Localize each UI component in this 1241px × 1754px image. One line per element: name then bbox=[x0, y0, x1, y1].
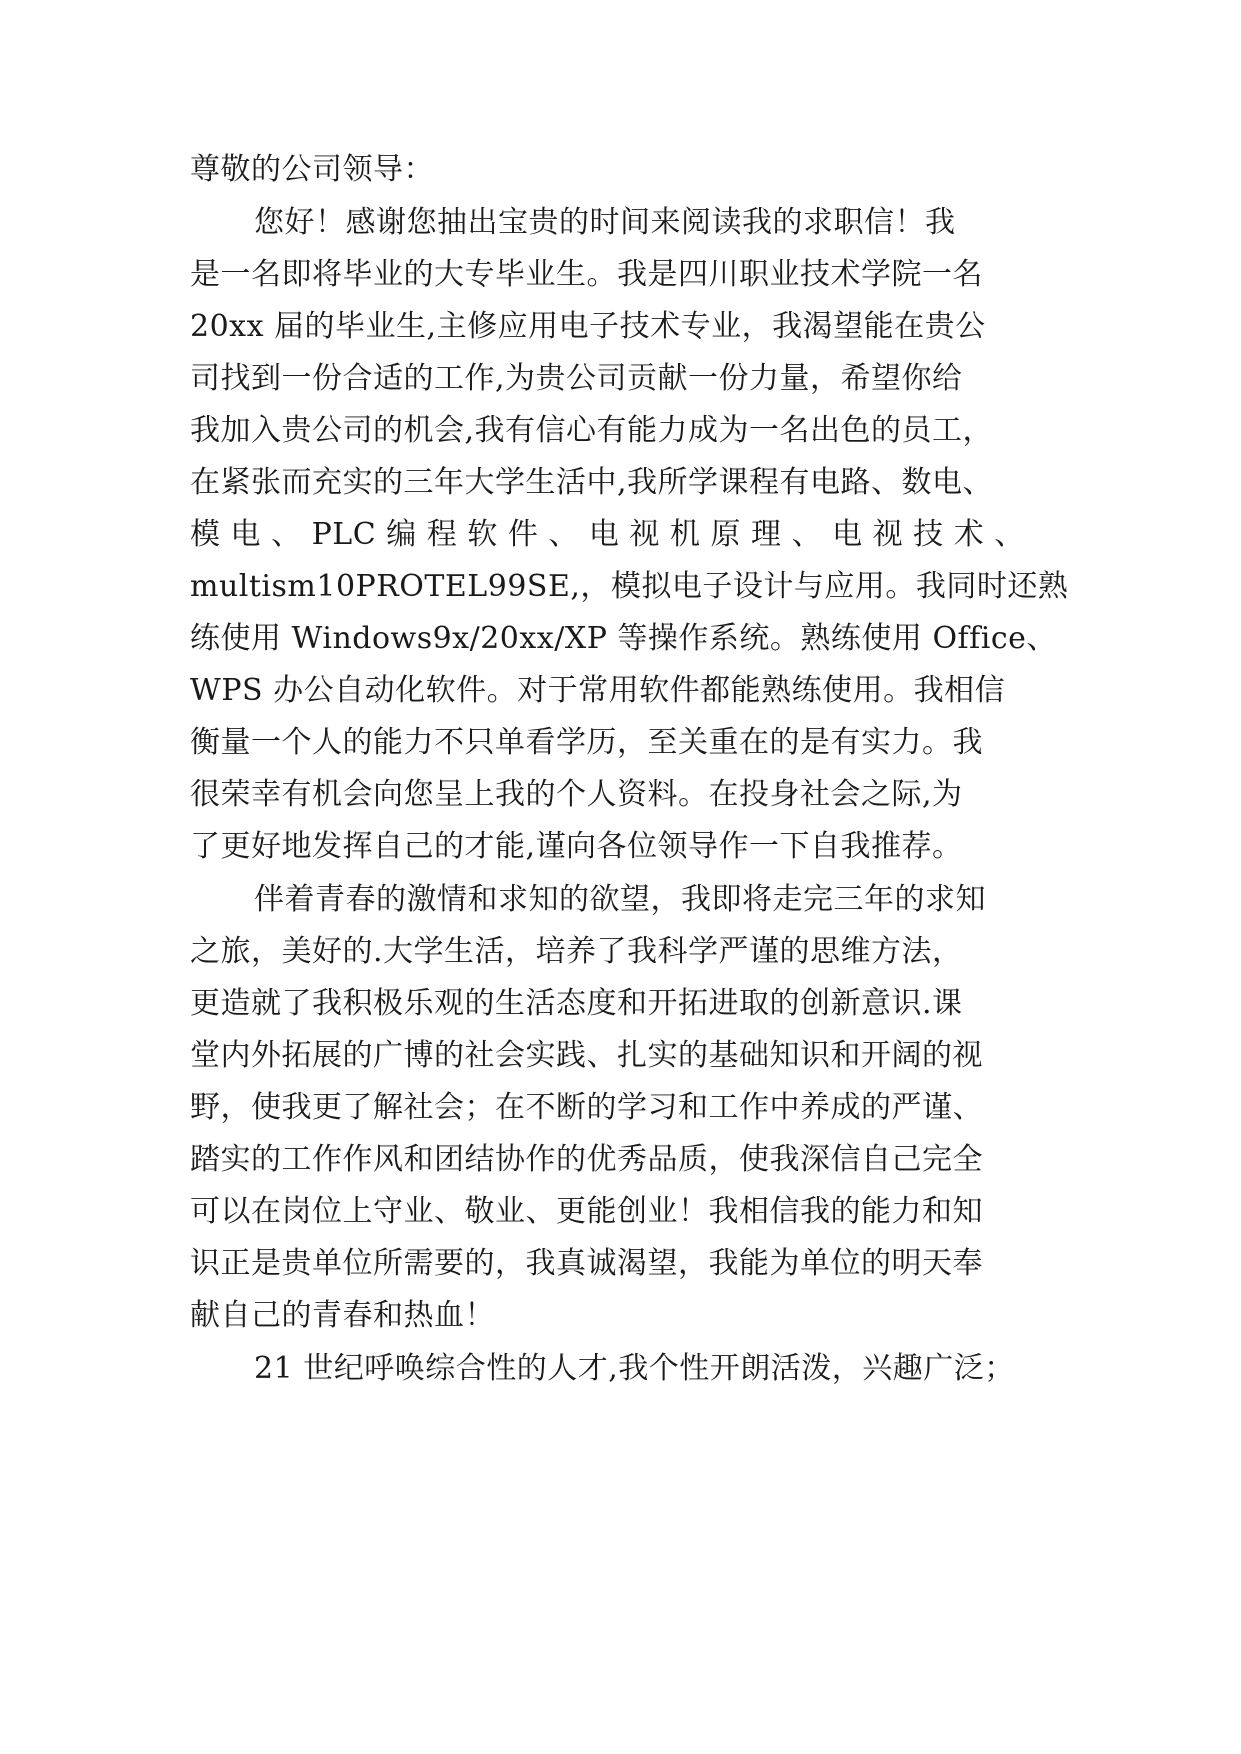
paragraph-line: 野，使我更了解社会；在不断的学习和工作中养成的严谨、 bbox=[190, 1090, 983, 1125]
paragraph-line: 20xx 届的毕业生,主修应用电子技术专业，我渴望能在贵公 bbox=[190, 309, 986, 344]
paragraph-line: multism10PROTEL99SE,，模拟电子设计与应用。我同时还熟 bbox=[190, 569, 1069, 604]
paragraph-line: 之旅，美好的.大学生活，培养了我科学严谨的思维方法， bbox=[190, 934, 963, 969]
paragraph-line: 衡量一个人的能力不只单看学历，至关重在的是有实力。我 bbox=[190, 725, 983, 760]
paragraph-line: 模 电 、 PLC 编 程 软 件 、 电 视 机 原 理 、 电 视 技 术 、 bbox=[190, 517, 1025, 552]
paragraph-line: 练使用 Windows9x/20xx/XP 等操作系统。熟练使用 Office、 bbox=[190, 621, 1057, 656]
paragraph-line: 很荣幸有机会向您呈上我的个人资料。在投身社会之际,为 bbox=[190, 777, 963, 812]
paragraph-line: 可以在岗位上守业、敬业、更能创业！我相信我的能力和知 bbox=[190, 1194, 983, 1229]
paragraph-line: 司找到一份合适的工作,为贵公司贡献一份力量，希望你给 bbox=[190, 361, 963, 396]
paragraph-line: 更造就了我积极乐观的生活态度和开拓进取的创新意识.课 bbox=[190, 986, 963, 1021]
paragraph-line: 21 世纪呼唤综合性的人才,我个性开朗活泼，兴趣广泛； bbox=[254, 1351, 1015, 1386]
paragraph-line: 是一名即将毕业的大专毕业生。我是四川职业技术学院一名 bbox=[190, 257, 983, 292]
paragraph-line: 踏实的工作作风和团结协作的优秀品质，使我深信自己完全 bbox=[190, 1142, 983, 1177]
paragraph-line: 献自己的青春和热血！ bbox=[190, 1298, 495, 1333]
paragraph-line: 了更好地发挥自己的才能,谨向各位领导作一下自我推荐。 bbox=[190, 829, 963, 864]
paragraph-line: WPS 办公自动化软件。对于常用软件都能熟练使用。我相信 bbox=[190, 673, 1006, 708]
salutation: 尊敬的公司领导： bbox=[190, 152, 434, 187]
paragraph-line: 在紧张而充实的三年大学生活中,我所学课程有电路、数电、 bbox=[190, 465, 994, 500]
paragraph-line: 伴着青春的激情和求知的欲望，我即将走完三年的求知 bbox=[254, 882, 986, 917]
paragraph-line: 我加入贵公司的机会,我有信心有能力成为一名出色的员工， bbox=[190, 413, 994, 448]
paragraph-line: 您好！感谢您抽出宝贵的时间来阅读我的求职信！我 bbox=[254, 205, 956, 240]
paragraph-line: 识正是贵单位所需要的，我真诚渴望，我能为单位的明天奉 bbox=[190, 1246, 983, 1281]
paragraph-line: 堂内外拓展的广博的社会实践、扎实的基础知识和开阔的视 bbox=[190, 1038, 983, 1073]
